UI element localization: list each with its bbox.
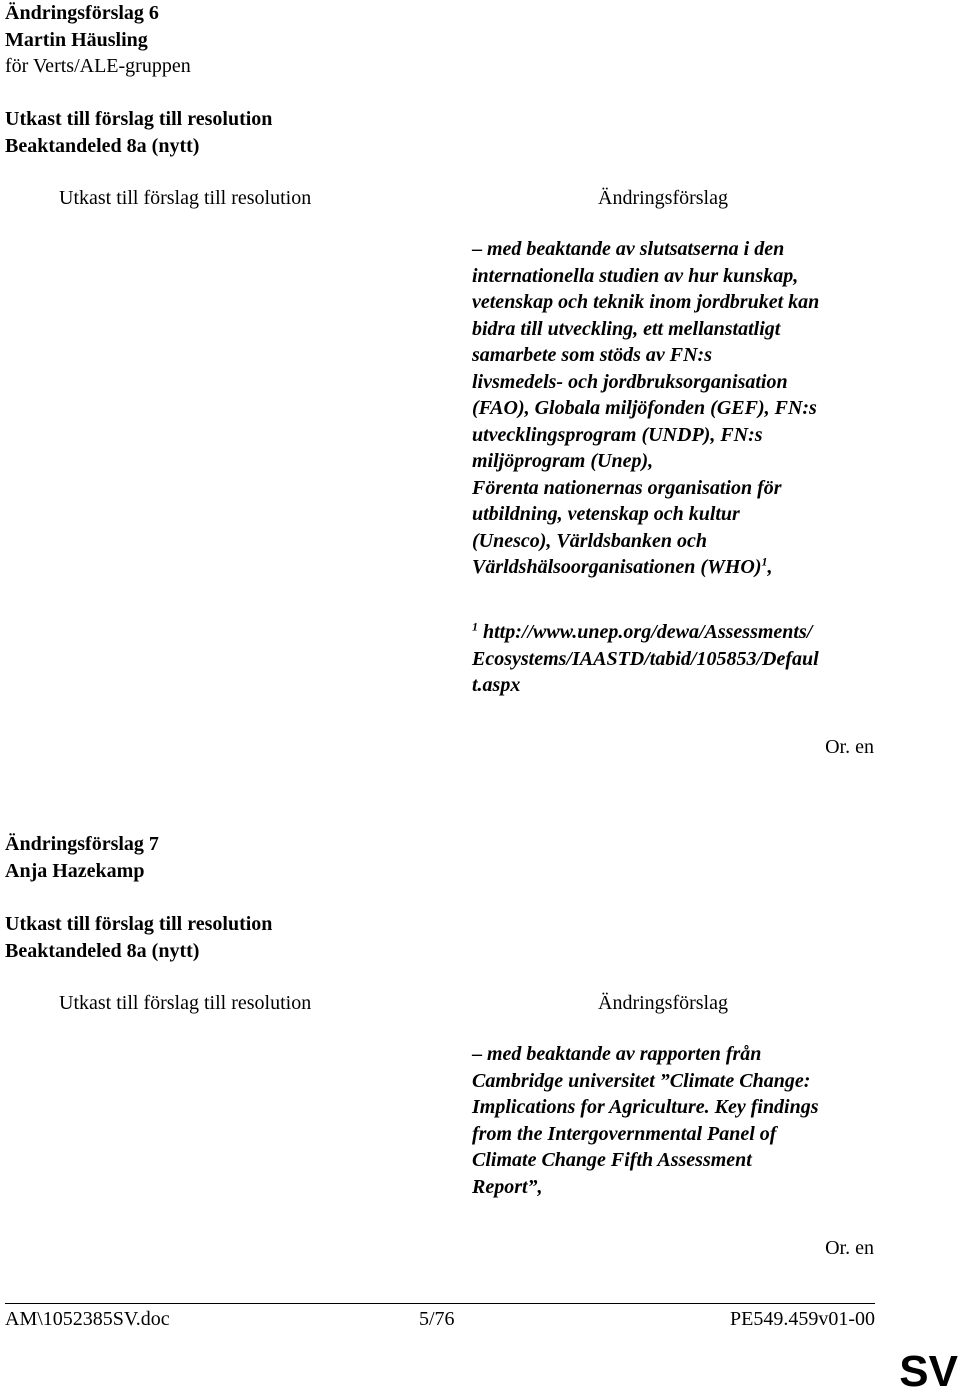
amendment-6-text-line-3: bidra till utveckling, ett mellanstatligt: [472, 317, 781, 340]
amendment-7-dash: –: [472, 1043, 482, 1065]
amendment-7-author: Anja Hazekamp: [5, 859, 145, 882]
amendment-6-text-line-11: (Unesco), Världsbanken och: [472, 529, 708, 552]
amendment-7-col-left-header: Utkast till förslag till resolution: [59, 992, 312, 1014]
footer-page-number: 5/76: [419, 1308, 455, 1330]
amendment-7-original-language: Or. en: [825, 1237, 874, 1259]
footnote-line-0: http://www.unep.org/dewa/Assessments/: [483, 621, 813, 643]
footer-rule: [5, 1303, 875, 1304]
amendment-6-text-line-2: vetenskap och teknik inom jordbruket kan: [472, 291, 820, 313]
amendment-7-col-right-header: Ändringsförslag: [598, 992, 728, 1014]
amendment-7-text-line: [472, 1041, 892, 1068]
amendment-6-text-line-9: Förenta nationernas organisation för: [472, 476, 782, 499]
amendment-6-col-left-header: Utkast till förslag till resolution: [59, 187, 312, 209]
footer-pe-number: PE549.459v01-00: [730, 1308, 875, 1330]
amendment-7-text-line-1: Cambridge universitet ”Climate Change:: [472, 1069, 811, 1092]
amendment-6-text-line-1: internationella studien av hur kunskap,: [472, 264, 799, 287]
amendment-6-text-line-10: utbildning, vetenskap och kultur: [472, 503, 740, 525]
amendment-6-text-line-5: livsmedels- och jordbruksorganisation: [472, 370, 788, 393]
amendment-7-target-block: [5, 911, 272, 964]
amendment-6-group: för Verts/ALE-gruppen: [5, 55, 191, 77]
amendment-6-header: [5, 0, 191, 80]
amendment-7-citation: Beaktandeled 8a (nytt): [5, 939, 200, 962]
amendment-6-author: Martin Häusling: [5, 28, 148, 51]
amendment-7-text-line-4: Climate Change Fifth Assessment: [472, 1149, 752, 1171]
amendment-6-original-language: Or. en: [825, 736, 874, 758]
amendment-6-text-end: ,: [767, 556, 773, 578]
footer-doc-ref: AM\1052385SV.doc: [5, 1308, 170, 1330]
page-footer: [5, 1303, 875, 1333]
language-mark: SV: [899, 1347, 958, 1396]
amendment-6-citation: Beaktandeled 8a (nytt): [5, 134, 200, 157]
amendment-6-text-line-4: samarbete som stöds av FN:s: [472, 344, 712, 366]
amendment-7-text-line-0: med beaktande av rapporten från: [487, 1043, 762, 1065]
amendment-7-header: [5, 831, 159, 884]
amendment-7-text-line-5: Report”,: [472, 1175, 543, 1198]
amendment-6-text-line: [472, 236, 892, 263]
amendment-6-target: Utkast till förslag till resolution: [5, 108, 273, 130]
amendment-6-target-block: [5, 106, 272, 159]
amendment-6-text-line-8: miljöprogram (Unep),: [472, 450, 654, 472]
amendment-7-text: [472, 1041, 892, 1200]
amendment-7-text-line-2: Implications for Agriculture. Key findings: [472, 1096, 819, 1118]
amendment-6-text-line-6: (FAO), Globala miljöfonden (GEF), FN:s: [472, 397, 817, 419]
amendment-6-text-line-0: med beaktande av slutsatserna i den: [487, 238, 785, 260]
footnote-line-1: Ecosystems/IAASTD/tabid/105853/Defaul: [472, 647, 819, 670]
amendment-6-col-right-header: Ändringsförslag: [598, 187, 728, 209]
amendment-6-dash: –: [472, 238, 482, 260]
amendment-6-text-line-12: Världshälsoorganisationen (WHO): [472, 556, 762, 578]
amendment-6-number: Ändringsförslag 6: [5, 2, 159, 24]
amendment-6-footnote: [472, 619, 892, 699]
footnote-line-2: t.aspx: [472, 674, 521, 696]
footnote-line: [472, 619, 892, 646]
amendment-7-text-line-3: from the Intergovernmental Panel of: [472, 1122, 777, 1145]
amendment-7-target: Utkast till förslag till resolution: [5, 913, 273, 935]
amendment-6-text-line-7: utvecklingsprogram (UNDP), FN:s: [472, 423, 763, 446]
amendment-6-text: [472, 236, 892, 581]
amendment-7-number: Ändringsförslag 7: [5, 833, 159, 855]
amendment-6-text-last-line: [472, 554, 892, 581]
footnote-reference: 1: [761, 554, 768, 569]
footnote-number: 1: [472, 619, 478, 634]
